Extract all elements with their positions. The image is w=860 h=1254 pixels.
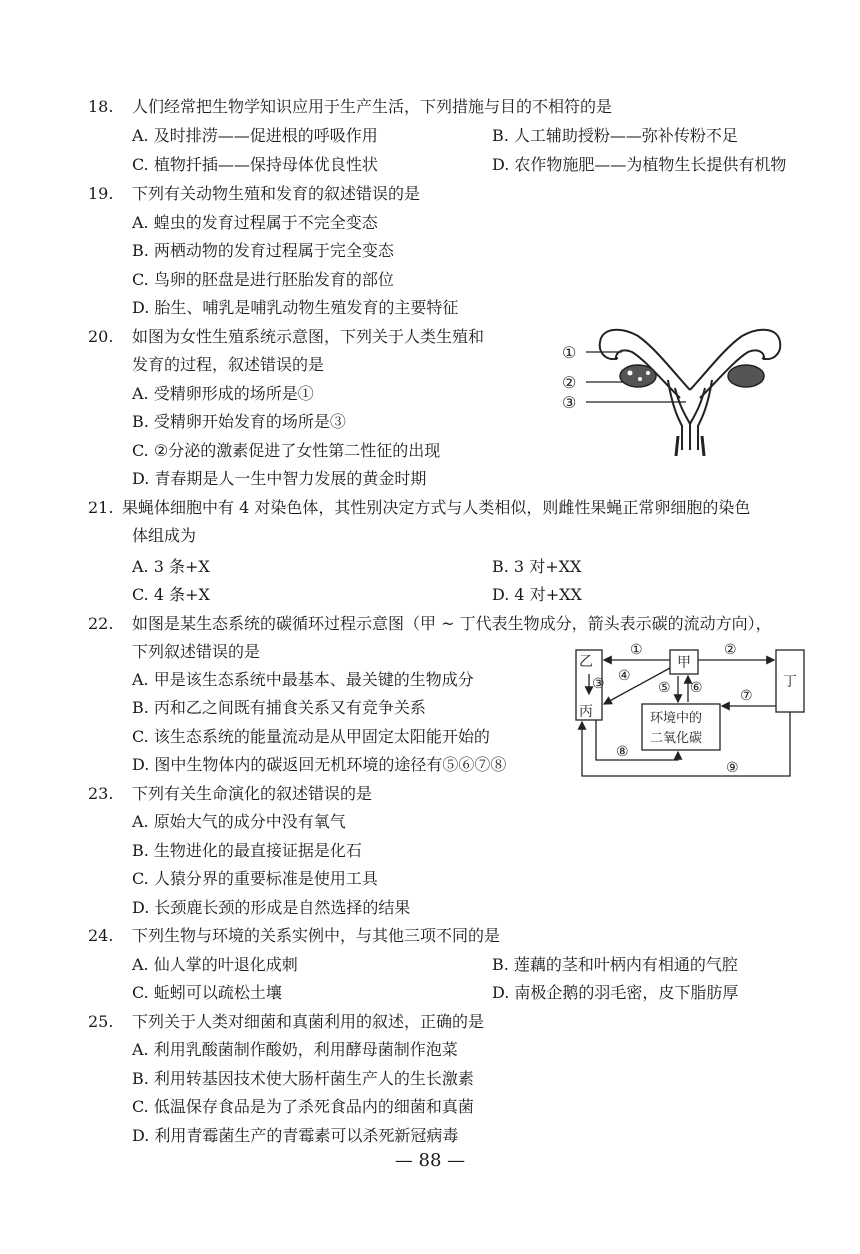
option-c: C. 该生态系统的能量流动是从甲固定太阳能开始的 xyxy=(132,727,490,746)
option-d: D. 农作物施肥——为植物生长提供有机物 xyxy=(492,155,787,174)
arrow-label-1: ① xyxy=(630,642,643,658)
option-b: B. 人工辅助授粉——弥补传粉不足 xyxy=(492,126,738,145)
question-stem-line2: 体组成为 xyxy=(132,526,197,545)
node-env-line1: 环境中的 xyxy=(650,711,703,726)
option-a: A. 仙人掌的叶退化成刺 xyxy=(132,955,298,974)
question-number: 24. xyxy=(88,926,114,945)
option-d: D. 南极企鹅的羽毛密，皮下脂肪厚 xyxy=(492,983,739,1002)
option-c: C. 低温保存食品是为了杀死食品内的细菌和真菌 xyxy=(132,1097,474,1116)
option-b: B. 两栖动物的发育过程属于完全变态 xyxy=(132,241,394,260)
label-2: ② xyxy=(562,373,577,392)
arrow-label-8: ⑧ xyxy=(616,744,629,760)
option-b: B. 丙和乙之间既有捕食关系又有竞争关系 xyxy=(132,698,426,717)
question-stem: 下列有关生命演化的叙述错误的是 xyxy=(132,784,373,803)
option-d: D. 青春期是人一生中智力发展的黄金时期 xyxy=(132,469,427,488)
option-a: A. 受精卵形成的场所是① xyxy=(132,384,314,403)
question-stem: 下列关于人类对细菌和真菌利用的叙述，正确的是 xyxy=(132,1012,485,1031)
label-3: ③ xyxy=(562,393,577,412)
question-stem: 人们经常把生物学知识应用于生产生活，下列措施与目的不相符的是 xyxy=(132,97,613,116)
question-stem: 下列生物与环境的关系实例中，与其他三项不同的是 xyxy=(132,926,501,945)
question-stem: 下列有关动物生殖和发育的叙述错误的是 xyxy=(132,184,421,203)
node-yi: 乙 xyxy=(579,654,593,670)
option-c: C. 人猿分界的重要标准是使用工具 xyxy=(132,869,378,888)
question-stem: 如图为女性生殖系统示意图，下列关于人类生殖和 xyxy=(132,327,485,346)
option-b: B. 莲藕的茎和叶柄内有相通的气腔 xyxy=(492,955,738,974)
node-jia: 甲 xyxy=(677,655,691,671)
arrow-label-7: ⑦ xyxy=(740,688,753,704)
option-a: A. 原始大气的成分中没有氧气 xyxy=(132,812,346,831)
question-number: 25. xyxy=(88,1012,114,1031)
arrow-label-5: ⑤ xyxy=(658,680,671,696)
arrow-label-4: ④ xyxy=(618,668,631,684)
option-b: B. 受精卵开始发育的场所是③ xyxy=(132,412,346,431)
node-env-line2: 二氧化碳 xyxy=(650,731,703,746)
node-ding: 丁 xyxy=(783,674,797,690)
question-stem-line2: 下列叙述错误的是 xyxy=(132,642,261,661)
option-d: D. 图中生物体内的碳返回无机环境的途径有⑤⑥⑦⑧ xyxy=(132,755,507,774)
arrow-label-2: ② xyxy=(724,642,737,658)
question-number: 20. xyxy=(88,327,114,346)
option-d: D. 利用青霉菌生产的青霉素可以杀死新冠病毒 xyxy=(132,1126,459,1145)
question-stem: 如图是某生态系统的碳循环过程示意图（甲 ~ 丁代表生物成分，箭头表示碳的流动方向）， xyxy=(132,614,772,633)
option-a: A. 利用乳酸菌制作酸奶，利用酵母菌制作泡菜 xyxy=(132,1040,458,1059)
carbon-cycle-figure xyxy=(574,636,814,780)
node-bing: 丙 xyxy=(579,704,593,720)
label-1: ① xyxy=(562,343,577,362)
option-b: B. 利用转基因技术使大肠杆菌生产人的生长激素 xyxy=(132,1069,474,1088)
option-c: C. 植物扦插——保持母体优良性状 xyxy=(132,155,378,174)
option-c: C. ②分泌的激素促进了女性第二性征的出现 xyxy=(132,441,441,460)
arrow-label-3: ③ xyxy=(592,676,605,692)
question-number: 23. xyxy=(88,784,114,803)
question-number: 19. xyxy=(88,184,114,203)
uterus-figure xyxy=(560,318,810,456)
page-number: — 88 — xyxy=(394,1150,466,1171)
question-stem-line2: 发育的过程，叙述错误的是 xyxy=(132,355,325,374)
option-a: A. 3 条+X xyxy=(132,557,210,576)
option-b: B. 3 对+XX xyxy=(492,557,582,576)
arrow-label-9: ⑨ xyxy=(726,760,739,776)
option-d: D. 长颈鹿长颈的形成是自然选择的结果 xyxy=(132,898,411,917)
option-b: B. 生物进化的最直接证据是化石 xyxy=(132,841,362,860)
question-number: 21. xyxy=(88,498,114,517)
option-c: C. 鸟卵的胚盘是进行胚胎发育的部位 xyxy=(132,270,394,289)
question-number: 18. xyxy=(88,97,114,116)
question-number: 22. xyxy=(88,614,114,633)
option-c: C. 蚯蚓可以疏松土壤 xyxy=(132,983,282,1002)
option-c: C. 4 条+X xyxy=(132,585,210,604)
option-a: A. 甲是该生态系统中最基本、最关键的生物成分 xyxy=(132,670,474,689)
option-a: A. 蝗虫的发育过程属于不完全变态 xyxy=(132,213,378,232)
option-a: A. 及时排涝——促进根的呼吸作用 xyxy=(132,126,378,145)
option-d: D. 4 对+XX xyxy=(492,585,582,604)
question-stem: 果蝇体细胞中有 4 对染色体，其性别决定方式与人类相似，则雌性果蝇正常卵细胞的染色 xyxy=(122,498,751,517)
option-d: D. 胎生、哺乳是哺乳动物生殖发育的主要特征 xyxy=(132,298,459,317)
arrow-label-6: ⑥ xyxy=(690,680,703,696)
